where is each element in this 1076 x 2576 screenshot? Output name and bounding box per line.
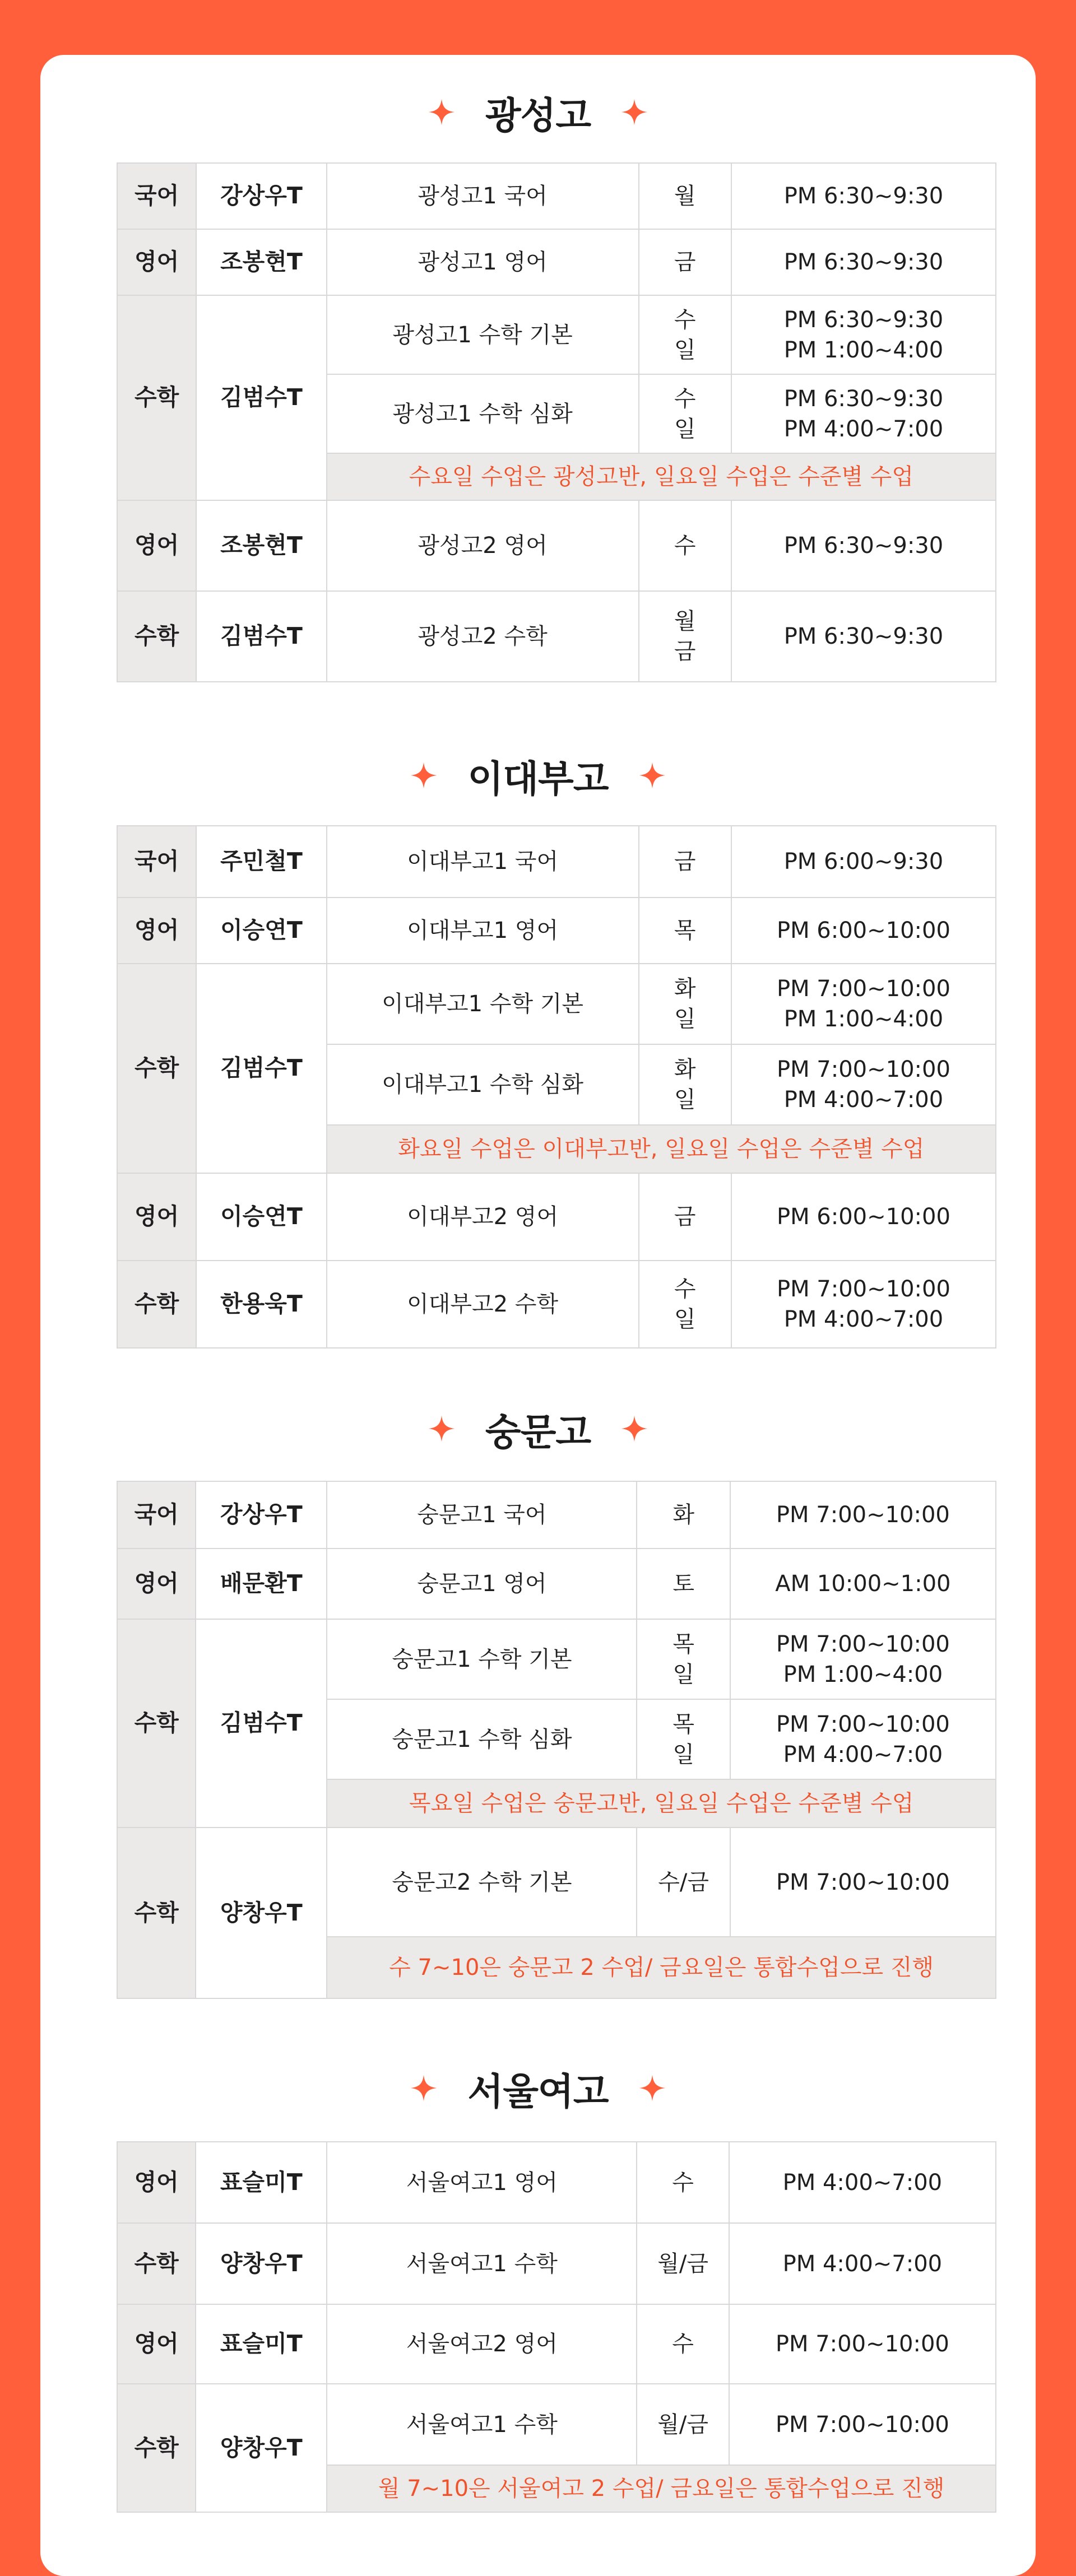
sparkle-icon: [620, 1414, 649, 1443]
subject-cell: 수학: [117, 1261, 196, 1348]
subject-cell: 수학: [117, 591, 196, 682]
subject-cell: 영어: [117, 1173, 196, 1261]
teacher-cell: 양창우T: [196, 2384, 327, 2512]
day-line: 화: [674, 976, 696, 1002]
time-line: PM 1:00~4:00: [783, 337, 944, 363]
class-cell: 숭문고1 국어: [327, 1481, 637, 1549]
time-cell: [731, 374, 996, 453]
day-line: 일: [674, 1087, 696, 1113]
day-cell: 금: [639, 1173, 731, 1261]
time-line: PM 4:00~7:00: [783, 1306, 944, 1332]
teacher-cell: 이승연T: [196, 1173, 326, 1261]
class-cell: 광성고1 수학 기본: [327, 295, 639, 374]
table-row: [117, 1619, 996, 1699]
time-cell: [730, 1699, 996, 1779]
class-cell: 이대부고1 수학 심화: [327, 1044, 639, 1125]
class-cell: 서울여고1 수학: [327, 2384, 637, 2465]
teacher-cell: 표슬미T: [196, 2142, 327, 2223]
class-cell: 숭문고1 수학 심화: [327, 1699, 637, 1779]
section-gwangseong: [40, 84, 1036, 140]
table-row: [117, 500, 996, 591]
day-cell: 수/금: [637, 1828, 730, 1937]
time-cell: PM 6:30~9:30: [731, 591, 996, 682]
time-cell: PM 6:30~9:30: [731, 500, 996, 591]
section-title: 이대부고: [467, 757, 609, 801]
subject-cell: 국어: [117, 826, 196, 898]
day-cell: [639, 591, 731, 682]
table-row: [117, 1481, 996, 1549]
time-cell: [730, 1619, 996, 1699]
time-cell: [731, 295, 996, 374]
section-sungmun: [40, 1401, 1036, 1457]
time-cell: PM 6:00~10:00: [731, 898, 996, 964]
time-line: PM 6:30~9:30: [783, 385, 944, 412]
subject-cell: 영어: [117, 898, 196, 964]
teacher-cell: 주민철T: [196, 826, 326, 898]
table-row: [117, 1549, 996, 1619]
time-line: PM 4:00~7:00: [783, 416, 944, 442]
table-row: [117, 2223, 996, 2304]
time-line: PM 6:30~9:30: [783, 306, 944, 333]
time-cell: PM 7:00~10:00: [730, 1828, 996, 1937]
time-cell: [731, 1261, 996, 1348]
day-line: 일: [674, 1006, 696, 1032]
time-cell: PM 6:00~10:00: [731, 1173, 996, 1261]
day-cell: 수: [637, 2304, 729, 2384]
subject-cell: 수학: [117, 964, 196, 1173]
class-cell: 숭문고1 영어: [327, 1549, 637, 1619]
day-cell: 월: [639, 163, 731, 229]
teacher-cell: 김범수T: [196, 1619, 327, 1828]
table-row: [117, 1173, 996, 1261]
subject-cell: 수학: [117, 295, 196, 500]
day-cell: [637, 1699, 730, 1779]
table-row: [117, 898, 996, 964]
schedule-table-idaebugo: [117, 825, 996, 1349]
day-cell: [639, 964, 731, 1044]
time-cell: [731, 964, 996, 1044]
day-line: 수: [674, 385, 696, 412]
teacher-cell: 조봉현T: [196, 500, 326, 591]
sparkle-icon: [409, 761, 438, 790]
day-cell: [637, 1619, 730, 1699]
teacher-cell: 조봉현T: [196, 229, 326, 295]
note-cell: 목요일 수업은 숭문고반, 일요일 수업은 수준별 수업: [327, 1779, 996, 1828]
sparkle-icon: [620, 97, 649, 127]
teacher-cell: 한용욱T: [196, 1261, 326, 1348]
time-cell: PM 7:00~10:00: [729, 2384, 996, 2465]
time-line: PM 1:00~4:00: [783, 1661, 943, 1687]
schedule-card: [40, 55, 1036, 2576]
time-cell: PM 6:00~9:30: [731, 826, 996, 898]
sparkle-icon: [409, 2073, 438, 2103]
table-row: [117, 591, 996, 682]
note-cell: 수 7~10은 숭문고 2 수업/ 금요일은 통합수업으로 진행: [327, 1937, 996, 1998]
subject-cell: 수학: [117, 2223, 196, 2304]
section-heading: [40, 2060, 1036, 2116]
table-row: [117, 295, 996, 374]
class-cell: 서울여고1 수학: [327, 2223, 637, 2304]
table-row: [117, 964, 996, 1044]
day-cell: 금: [639, 826, 731, 898]
table-row: [117, 826, 996, 898]
day-cell: 목: [639, 898, 731, 964]
day-cell: 월/금: [637, 2223, 729, 2304]
note-cell: 화요일 수업은 이대부고반, 일요일 수업은 수준별 수업: [327, 1125, 996, 1173]
time-line: PM 7:00~10:00: [776, 1276, 950, 1302]
table-row: [117, 1261, 996, 1348]
day-line: 일: [672, 1661, 694, 1687]
day-line: 화: [674, 1057, 696, 1082]
day-cell: 월/금: [637, 2384, 729, 2465]
day-line: 금: [674, 639, 696, 664]
subject-cell: 국어: [117, 163, 196, 229]
section-seoul-girls: [40, 2060, 1036, 2116]
time-line: PM 7:00~10:00: [776, 1057, 950, 1082]
time-line: PM 4:00~7:00: [783, 1741, 943, 1768]
time-line: PM 7:00~10:00: [776, 1631, 950, 1657]
sparkle-icon: [427, 97, 456, 127]
sparkle-icon: [638, 2073, 667, 2103]
section-idaebugo: [40, 747, 1036, 803]
class-cell: 이대부고2 영어: [327, 1173, 639, 1261]
teacher-cell: 이승연T: [196, 898, 326, 964]
day-line: 월: [674, 608, 696, 634]
subject-cell: 영어: [117, 229, 196, 295]
day-cell: [639, 295, 731, 374]
time-cell: PM 7:00~10:00: [730, 1481, 996, 1549]
schedule-table-gwangseong: [117, 162, 996, 682]
class-cell: 이대부고1 국어: [327, 826, 639, 898]
subject-cell: 국어: [117, 1481, 196, 1549]
time-line: PM 4:00~7:00: [783, 1087, 944, 1113]
teacher-cell: 배문환T: [196, 1549, 327, 1619]
class-cell: 서울여고1 영어: [327, 2142, 637, 2223]
class-cell: 숭문고1 수학 기본: [327, 1619, 637, 1699]
class-cell: 광성고2 영어: [327, 500, 639, 591]
section-heading: [40, 84, 1036, 140]
class-cell: 이대부고1 수학 기본: [327, 964, 639, 1044]
note-cell: 수요일 수업은 광성고반, 일요일 수업은 수준별 수업: [327, 453, 996, 500]
subject-cell: 수학: [117, 2384, 196, 2512]
day-line: 목: [672, 1711, 694, 1737]
class-cell: 숭문고2 수학 기본: [327, 1828, 637, 1937]
table-row: [117, 2304, 996, 2384]
teacher-cell: 강상우T: [196, 163, 326, 229]
class-cell: 이대부고1 영어: [327, 898, 639, 964]
teacher-cell: 양창우T: [196, 1828, 327, 1998]
time-cell: PM 4:00~7:00: [729, 2223, 996, 2304]
subject-cell: 영어: [117, 2304, 196, 2384]
subject-cell: 영어: [117, 2142, 196, 2223]
day-cell: 화: [637, 1481, 730, 1549]
day-cell: [639, 374, 731, 453]
schedule-table-seoul-girls: [117, 2141, 996, 2513]
teacher-cell: 표슬미T: [196, 2304, 327, 2384]
sparkle-icon: [427, 1414, 456, 1443]
time-cell: PM 4:00~7:00: [729, 2142, 996, 2223]
time-line: PM 1:00~4:00: [783, 1006, 944, 1032]
subject-cell: 수학: [117, 1619, 196, 1828]
subject-cell: 수학: [117, 1828, 196, 1998]
day-cell: 수: [639, 500, 731, 591]
day-cell: [639, 1044, 731, 1125]
day-line: 수: [674, 306, 696, 333]
time-line: PM 7:00~10:00: [776, 976, 950, 1002]
table-row: [117, 229, 996, 295]
table-row: [117, 163, 996, 229]
class-cell: 광성고1 수학 심화: [327, 374, 639, 453]
day-line: 일: [674, 337, 696, 363]
table-row: [117, 2384, 996, 2465]
section-title: 숭문고: [485, 1410, 591, 1454]
section-title: 서울여고: [467, 2070, 609, 2113]
day-line: 일: [672, 1741, 694, 1768]
class-cell: 광성고2 수학: [327, 591, 639, 682]
teacher-cell: 양창우T: [196, 2223, 327, 2304]
class-cell: 광성고1 영어: [327, 229, 639, 295]
schedule-table-sungmun: [117, 1481, 996, 1999]
time-cell: PM 7:00~10:00: [729, 2304, 996, 2384]
teacher-cell: 강상우T: [196, 1481, 327, 1549]
subject-cell: 영어: [117, 1549, 196, 1619]
class-cell: 서울여고2 영어: [327, 2304, 637, 2384]
teacher-cell: 김범수T: [196, 295, 326, 500]
time-line: PM 7:00~10:00: [776, 1711, 950, 1737]
day-line: 목: [672, 1631, 694, 1657]
subject-cell: 영어: [117, 500, 196, 591]
time-cell: PM 6:30~9:30: [731, 163, 996, 229]
class-cell: 광성고1 국어: [327, 163, 639, 229]
day-cell: 금: [639, 229, 731, 295]
time-cell: PM 6:30~9:30: [731, 229, 996, 295]
day-line: 일: [674, 1306, 696, 1332]
class-cell: 이대부고2 수학: [327, 1261, 639, 1348]
section-heading: [40, 1401, 1036, 1457]
time-cell: [731, 1044, 996, 1125]
note-cell: 월 7~10은 서울여고 2 수업/ 금요일은 통합수업으로 진행: [327, 2465, 996, 2512]
day-line: 수: [674, 1276, 696, 1302]
table-row: [117, 1828, 996, 1937]
day-cell: 토: [637, 1549, 730, 1619]
section-title: 광성고: [485, 94, 591, 137]
sparkle-icon: [638, 761, 667, 790]
teacher-cell: 김범수T: [196, 591, 326, 682]
section-heading: [40, 747, 1036, 803]
day-line: 일: [674, 416, 696, 442]
table-row: [117, 2142, 996, 2223]
day-cell: 수: [637, 2142, 729, 2223]
time-cell: AM 10:00~1:00: [730, 1549, 996, 1619]
day-cell: [639, 1261, 731, 1348]
teacher-cell: 김범수T: [196, 964, 326, 1173]
